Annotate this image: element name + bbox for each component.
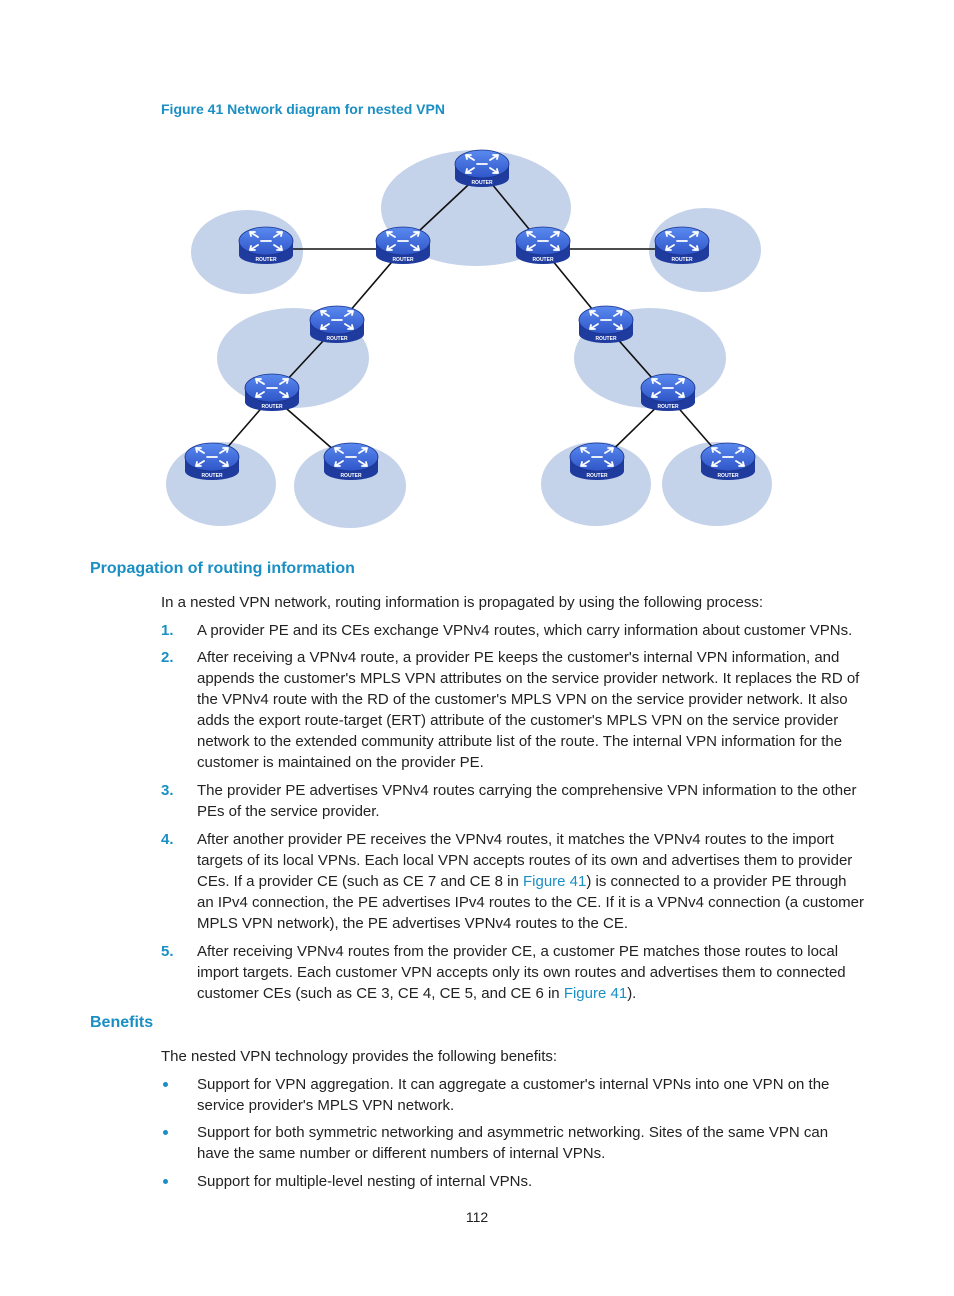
step-text-part: After receiving VPNv4 routes from the provider CE, a customer PE matches those routes to local import targets. Each customer VPN accepts only its own routes and advertises them to connected customer CEs (such as CE 3, CE 4, CE 5, and CE 6 in — [197, 943, 846, 1002]
router-icon — [185, 443, 239, 480]
step-text: After receiving a VPNv4 route, a provider PE keeps the customer's internal VPN information, and appends the customer's MPLS VPN attributes on the service provider network. It replaces the RD of the VPNv4 route with the RD of the customer's MPLS VPN on the service provider network. It also adds the export route-target (ERT) attribute of the customer's MPLS VPN on the service provider network to the extended community attribute list of the route. The internal VPN information for the customer is maintained on the provider PE. — [197, 649, 860, 771]
router-icon — [239, 227, 293, 264]
list-item — [161, 941, 864, 1004]
step-number: 4. — [161, 831, 174, 848]
router-icon — [324, 443, 378, 480]
router-label: ROUTER — [595, 336, 617, 342]
step-text: The provider PE advertises VPNv4 routes carrying the comprehensive VPN information to the other PEs of the service provider. — [197, 782, 857, 820]
router-label: ROUTER — [326, 336, 348, 342]
list-item — [161, 829, 864, 934]
router-label: ROUTER — [392, 257, 414, 263]
router-icon — [516, 227, 570, 264]
router-label: ROUTER — [586, 473, 608, 479]
router-icon — [455, 150, 509, 187]
router-label: ROUTER — [532, 257, 554, 263]
figure-caption: Figure 41 Network diagram for nested VPN — [161, 101, 445, 117]
page-number: 112 — [465, 1209, 489, 1225]
router-label: ROUTER — [657, 404, 679, 410]
step-text — [197, 829, 864, 934]
list-item — [161, 647, 864, 773]
bullet-icon — [163, 1082, 168, 1087]
router-icon — [655, 227, 709, 264]
step-number: 3. — [161, 782, 174, 799]
router-label: ROUTER — [671, 257, 693, 263]
router-icon — [310, 306, 364, 343]
router-label: ROUTER — [255, 257, 277, 263]
bullet-text: Support for multiple-level nesting of internal VPNs. — [197, 1173, 533, 1190]
bullet-icon — [163, 1179, 168, 1184]
figure-link[interactable]: Figure 41 — [563, 985, 628, 1002]
list-item — [161, 780, 864, 822]
router-icon — [579, 306, 633, 343]
router-label: ROUTER — [201, 473, 223, 479]
router-label: ROUTER — [340, 473, 362, 479]
section-heading-benefits: Benefits — [90, 1014, 154, 1031]
network-diagram — [0, 0, 954, 540]
step-number: 5. — [161, 943, 174, 960]
section-intro: In a nested VPN network, routing information is propagated by using the following process: — [161, 594, 764, 611]
section-intro: The nested VPN technology provides the following benefits: — [161, 1048, 558, 1065]
step-number: 1. — [161, 622, 174, 639]
list-item — [161, 1074, 864, 1116]
step-text-part: ) is connected to a provider PE through an IPv4 connection, the PE advertises IPv4 routes to the CE. If it is a VPNv4 connection (a customer MPLS VPN network), the PE advertises VPNv4 routes to the CE. — [197, 873, 865, 932]
bullet-icon — [163, 1130, 168, 1135]
list-item — [161, 1171, 864, 1192]
router-label: ROUTER — [717, 473, 739, 479]
router-icon — [641, 374, 695, 411]
router-label: ROUTER — [261, 404, 283, 410]
section-heading-propagation: Propagation of routing information — [90, 560, 355, 577]
bullet-text: Support for both symmetric networking and asymmetric networking. Sites of the same VPN can have the same number or different numbers of internal VPNs. — [197, 1124, 829, 1162]
router-label: ROUTER — [471, 180, 493, 186]
router-icon — [701, 443, 755, 480]
list-item — [161, 1122, 864, 1164]
figure-link[interactable]: Figure 41 — [522, 873, 587, 890]
router-icon — [570, 443, 624, 480]
step-text — [197, 941, 864, 1004]
step-text-part: After another provider PE receives the VPNv4 routes, it matches the VPNv4 routes to the import targets of its local VPNs. Each local VPN accepts routes of its own and advertises them to provider CEs. If a provider CE (such as CE 7 and CE 8 in — [197, 831, 853, 890]
step-text-part: ). — [627, 985, 637, 1002]
router-icon — [245, 374, 299, 411]
step-number: 2. — [161, 649, 174, 666]
step-text: A provider PE and its CEs exchange VPNv4 routes, which carry information about customer VPNs. — [197, 622, 853, 639]
list-item — [161, 620, 864, 641]
router-icon — [376, 227, 430, 264]
site-ellipses — [166, 150, 772, 528]
bullet-text: Support for VPN aggregation. It can aggregate a customer's internal VPNs into one VPN on the service provider's MPLS VPN network. — [197, 1076, 830, 1114]
